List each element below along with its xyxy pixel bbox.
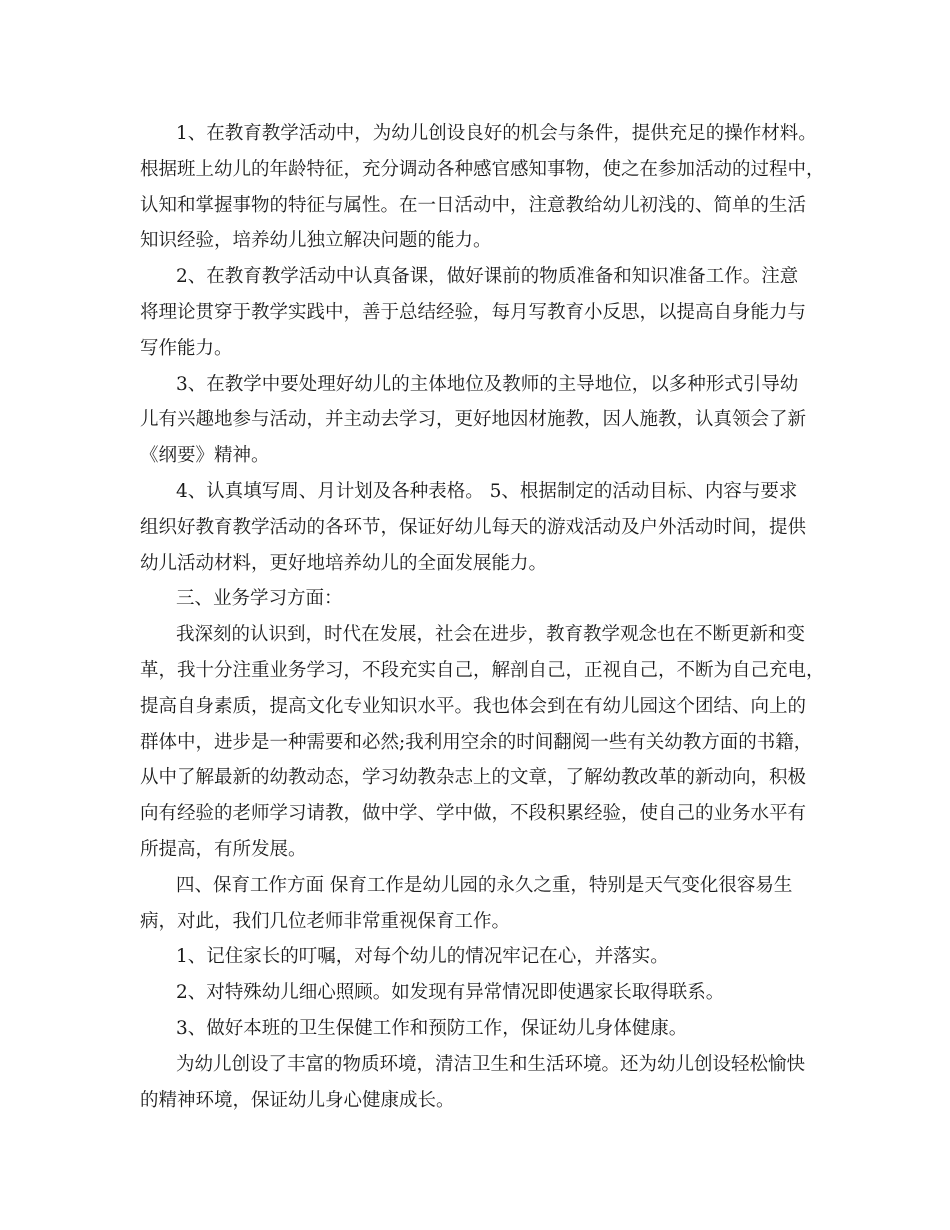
- section-heading: 三、业务学习方面：: [176, 588, 343, 610]
- text-line: 3、在教学中要处理好幼儿的主体地位及教师的主导地位，以多种形式引导幼: [176, 373, 799, 395]
- text-line: 革，我十分注重业务学习，不段充实自己，解剖自己，正视自己，不断为自己充电，: [140, 659, 825, 681]
- text-line: 1、记住家长的叮嘱，对每个幼儿的情况牢记在心，并落实。: [176, 946, 669, 968]
- text-line: 3、做好本班的卫生保健工作和预防工作，保证幼儿身体健康。: [176, 1017, 688, 1039]
- text-line: 为幼儿创设了丰富的物质环境，清洁卫生和生活环境。还为幼儿创设轻松愉快: [176, 1053, 806, 1075]
- text-line: 1、在教育教学活动中，为幼儿创设良好的机会与条件，提供充足的操作材料。: [176, 123, 817, 144]
- text-line: 群体中，进步是一种需要和必然;我利用空余的时间翻阅一些有关幼教方面的书籍，: [140, 731, 813, 753]
- text-line: 认知和掌握事物的特征与属性。在一日活动中，注意教给幼儿初浅的、简单的生活: [140, 194, 807, 216]
- text-line: 病，对此，我们几位老师非常重视保育工作。: [140, 910, 511, 932]
- text-line: 提高自身素质，提高文化专业知识水平。我也体会到在有幼儿园这个团结、向上的: [140, 695, 807, 717]
- text-line: 根据班上幼儿的年龄特征，充分调动各种感官感知事物，使之在参加活动的过程中，: [140, 158, 825, 180]
- text-line: 《纲要》精神。: [140, 445, 270, 467]
- text-line: 儿有兴趣地参与活动，并主动去学习，更好地因材施教，因人施教，认真领会了新: [140, 409, 807, 431]
- text-line: 所提高，有所发展。: [140, 838, 307, 860]
- text-line: 的精神环境，保证幼儿身心健康成长。: [140, 1089, 455, 1111]
- text-line: 写作能力。: [140, 337, 233, 359]
- text-line: 幼儿活动材料，更好地培养幼儿的全面发展能力。: [140, 552, 548, 574]
- text-line: 知识经验，培养幼儿独立解决问题的能力。: [140, 230, 492, 252]
- text-line: 组织好教育教学活动的各环节，保证好幼儿每天的游戏活动及户外活动时间，提供: [140, 516, 807, 538]
- text-line: 我深刻的认识到，时代在发展，社会在进步，教育教学观念也在不断更新和变: [176, 624, 806, 646]
- text-line: 4、认真填写周、月计划及各种表格。 5、根据制定的活动目标、内容与要求: [176, 480, 798, 502]
- document-body: [140, 116, 825, 1118]
- text-line: 向有经验的老师学习请教，做中学、学中做，不段积累经验，使自己的业务水平有: [140, 803, 807, 825]
- text-line: 从中了解最新的幼教动态，学习幼教杂志上的文章，了解幼教改革的新动向，积极: [140, 767, 807, 789]
- text-line: 2、对特殊幼儿细心照顾。如发现有异常情况即使遇家长取得联系。: [176, 982, 725, 1004]
- text-line: 将理论贯穿于教学实践中，善于总结经验，每月写教育小反思，以提高自身能力与: [140, 301, 807, 323]
- text-line: 2、在教育教学活动中认真备课，做好课前的物质准备和知识准备工作。注意: [176, 266, 799, 288]
- text-line: 四、保育工作方面 保育工作是幼儿园的永久之重，特别是天气变化很容易生: [176, 874, 793, 896]
